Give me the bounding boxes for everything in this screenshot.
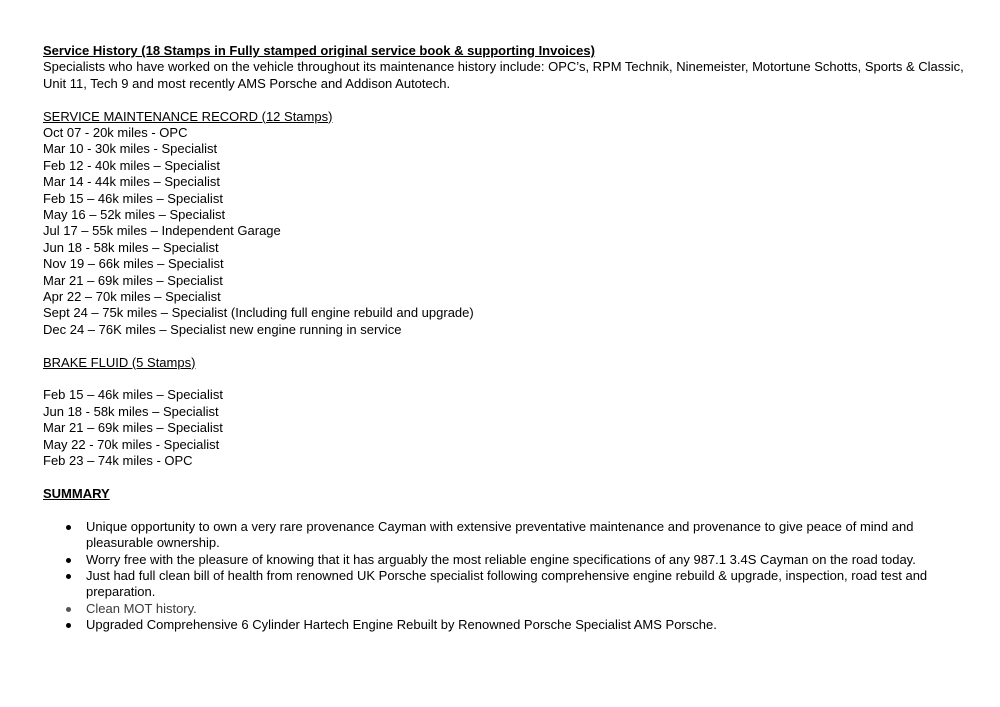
bullet-icon	[66, 607, 71, 612]
maintenance-entry: Jun 18 - 58k miles – Specialist	[43, 239, 219, 255]
brake-fluid-heading: BRAKE FLUID (5 Stamps)	[43, 354, 196, 370]
summary-item	[86, 552, 973, 568]
summary-item-text: Upgraded Comprehensive 6 Cylinder Hartech Engine Rebuilt by Renowned Porsche Specialist AMS Porsche.	[86, 617, 717, 633]
brake-fluid-entry: Feb 23 – 74k miles - OPC	[43, 453, 193, 469]
summary-item	[86, 519, 973, 552]
brake-fluid-entry: Jun 18 - 58k miles – Specialist	[43, 403, 219, 419]
summary-item-text: Just had full clean bill of health from renowned UK Porsche specialist following comprehensive engine rebuild & upgrade, inspection, road test and preparation.	[86, 567, 928, 600]
maintenance-entry: Oct 07 - 20k miles - OPC	[43, 125, 188, 141]
maintenance-entry: May 16 – 52k miles – Specialist	[43, 207, 226, 223]
bullet-icon	[66, 525, 71, 530]
maintenance-entry: Feb 12 - 40k miles – Specialist	[43, 157, 221, 173]
bullet-icon	[66, 623, 71, 628]
summary-item-text: Unique opportunity to own a very rare provenance Cayman with extensive preventative maintenance and provenance to give peace of mind and pleasurable ownership.	[86, 518, 914, 551]
maintenance-entry: Nov 19 – 66k miles – Specialist	[43, 256, 224, 272]
service-history-heading: Service History (18 Stamps in Fully stamped original service book & supporting Invoices)	[43, 43, 595, 58]
document-page	[43, 43, 973, 634]
brake-fluid-entry: Feb 15 – 46k miles – Specialist	[43, 387, 223, 403]
spacer	[43, 502, 973, 518]
bullet-icon	[66, 558, 71, 563]
maintenance-entry: Feb 15 – 46k miles – Specialist	[43, 190, 223, 206]
maintenance-entry: Mar 14 - 44k miles – Specialist	[43, 174, 221, 190]
brake-fluid-entry: May 22 - 70k miles - Specialist	[43, 436, 220, 452]
summary-item	[86, 568, 973, 601]
spacer	[43, 92, 973, 108]
maintenance-heading: SERVICE MAINTENANCE RECORD (12 Stamps)	[43, 108, 333, 124]
summary-item-text: Worry free with the pleasure of knowing that it has arguably the most reliable engine specifications of any 987.1 3.4S Cayman on the road today.	[86, 551, 916, 567]
brake-fluid-list	[43, 387, 973, 469]
maintenance-entry: Dec 24 – 76K miles – Specialist new engine running in service	[43, 321, 402, 337]
spacer	[43, 338, 973, 354]
summary-heading: SUMMARY	[43, 485, 110, 501]
spacer	[43, 371, 973, 387]
bullet-icon	[66, 574, 71, 579]
brake-fluid-entry: Mar 21 – 69k miles – Specialist	[43, 420, 223, 436]
summary-item-text: Clean MOT history.	[86, 600, 197, 616]
maintenance-list	[43, 125, 973, 338]
maintenance-entry: Sept 24 – 75k miles – Specialist (Including full engine rebuild and upgrade)	[43, 305, 474, 321]
spacer	[43, 470, 973, 486]
maintenance-entry: Mar 21 – 69k miles – Specialist	[43, 272, 223, 288]
maintenance-entry: Apr 22 – 70k miles – Specialist	[43, 289, 221, 305]
summary-item	[86, 601, 973, 617]
maintenance-entry: Mar 10 - 30k miles - Specialist	[43, 141, 218, 157]
summary-list	[43, 519, 973, 634]
summary-item	[86, 617, 973, 633]
maintenance-entry: Jul 17 – 55k miles – Independent Garage	[43, 223, 281, 239]
service-history-intro: Specialists who have worked on the vehicle throughout its maintenance history include: OPC’s, RPM Technik, Ninemeister, Motortune Schotts, Sports & Classic, Unit 11, Tech 9 and most recently AMS Porsche and Addison Autotech.	[43, 59, 964, 91]
